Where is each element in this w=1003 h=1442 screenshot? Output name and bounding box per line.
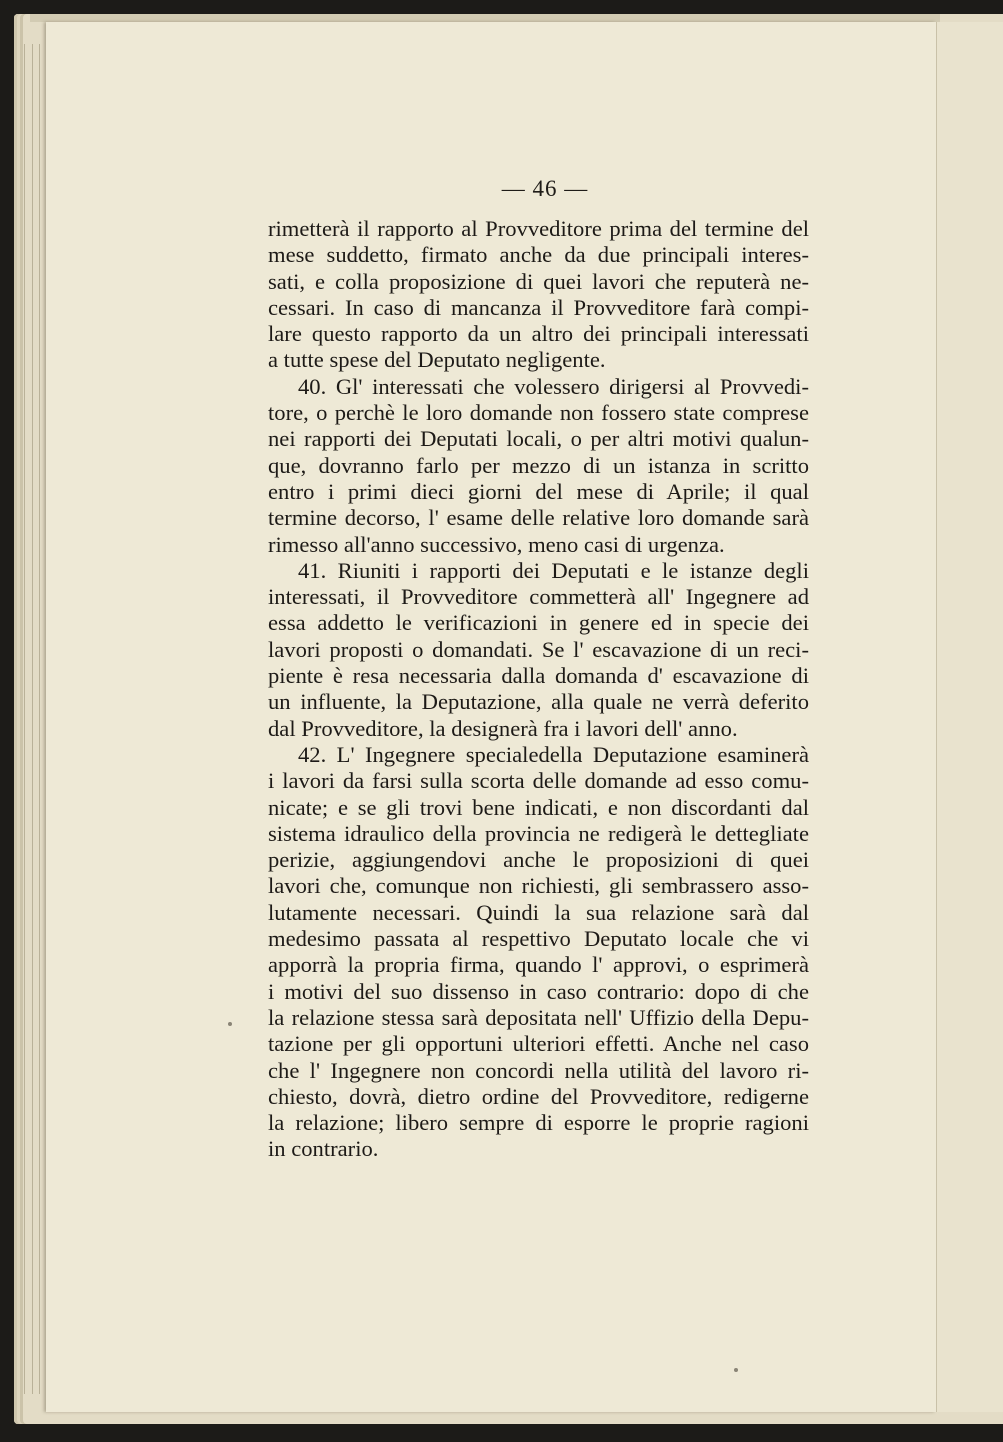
body-text [268, 216, 809, 1163]
stack-edge-line [24, 44, 25, 1394]
page-number: — 46 — [501, 176, 589, 201]
text-line: i lavori da farsi sulla scorta delle domande ad esso comu- [268, 768, 809, 794]
text-line: sati, e colla proposizione di quei lavori che reputerà ne- [268, 268, 809, 294]
text-line: la relazione stessa sarà depositata nell' Uffizio della Depu- [268, 1004, 809, 1030]
text-line: apporrà la propria firma, quando l' approvi, o esprimerà [268, 952, 809, 978]
text-line: medesimo passata al respettivo Deputato locale che vi [268, 926, 809, 952]
ink-speck [734, 1368, 738, 1372]
text-line: un influente, la Deputazione, alla quale ne verrà deferito [268, 689, 809, 715]
text-line: la relazione; libero sempre di esporre le proprie ragioni [268, 1110, 809, 1136]
text-line: lavori proposti o domandati. Se l' escavazione di un reci- [268, 636, 809, 662]
text-line: sistema idraulico della provincia ne redigerà le dettegliate [268, 820, 809, 846]
text-line: che l' Ingegnere non concordi nella utilità del lavoro ri- [268, 1057, 809, 1083]
text-line: rimesso all'anno successivo, meno casi di urgenza. [268, 531, 725, 557]
text-line: piente è resa necessaria dalla domanda d' escavazione di [268, 663, 809, 689]
text-line: dal Provveditore, la designerà fra i lavori dell' anno. [268, 715, 738, 741]
text-line: entro i primi dieci giorni del mese di Aprile; il qual [268, 478, 809, 504]
text-line: perizie, aggiungendovi anche le proposizioni di quei [268, 847, 809, 873]
text-line: termine decorso, l' esame delle relative loro domande sarà [268, 505, 809, 531]
ink-speck [228, 1022, 232, 1026]
text-line: nicate; e se gli trovi bene indicati, e non discordanti dal [268, 794, 809, 820]
stack-edge-line [39, 44, 40, 1394]
text-line: rimetterà il rapporto al Provveditore prima del termine del [268, 216, 809, 241]
text-line: a tutte spese del Deputato negligente. [268, 347, 606, 373]
text-line: lutamente necessari. Quindi la sua relazione sarà dal [268, 899, 809, 925]
text-line: lare questo rapporto da un altro dei principali interessati [268, 321, 809, 347]
text-line: que, dovranno farlo per mezzo di un istanza in scritto [268, 452, 809, 478]
text-line: chiesto, dovrà, dietro ordine del Provveditore, redigerne [268, 1083, 809, 1109]
page-top-edge [30, 14, 940, 22]
text-line: tazione per gli opportuni ulteriori effetti. Anche nel caso [268, 1031, 809, 1057]
text-line: essa addetto le verificazioni in genere ed in specie dei [268, 610, 809, 636]
facing-page-edge [936, 22, 1003, 1412]
text-line: i motivi del suo dissenso in caso contrario: dopo di che [268, 978, 809, 1004]
text-line: mese suddetto, firmato anche da due principali interes- [268, 242, 809, 268]
stack-edge-line [32, 44, 33, 1394]
text-line: nei rapporti dei Deputati locali, o per altri motivi qualun- [268, 426, 809, 452]
text-line: cessari. In caso di mancanza il Provveditore farà compi- [268, 294, 809, 320]
text-line: in contrario. [268, 1136, 379, 1162]
text-line: 40. Gl' interessati che volessero dirigersi al Provvedi- [298, 373, 809, 399]
text-line: 41. Riuniti i rapporti dei Deputati e le istanze degli [298, 557, 809, 583]
text-line: 42. L' Ingegnere specialedella Deputazione esaminerà [298, 741, 809, 767]
text-line: interessati, il Provveditore commetterà all' Ingegnere ad [268, 584, 809, 610]
text-line: tore, o perchè le loro domande non fossero state comprese [268, 400, 809, 426]
text-line: lavori che, comunque non richiesti, gli sembrassero asso- [268, 873, 809, 899]
